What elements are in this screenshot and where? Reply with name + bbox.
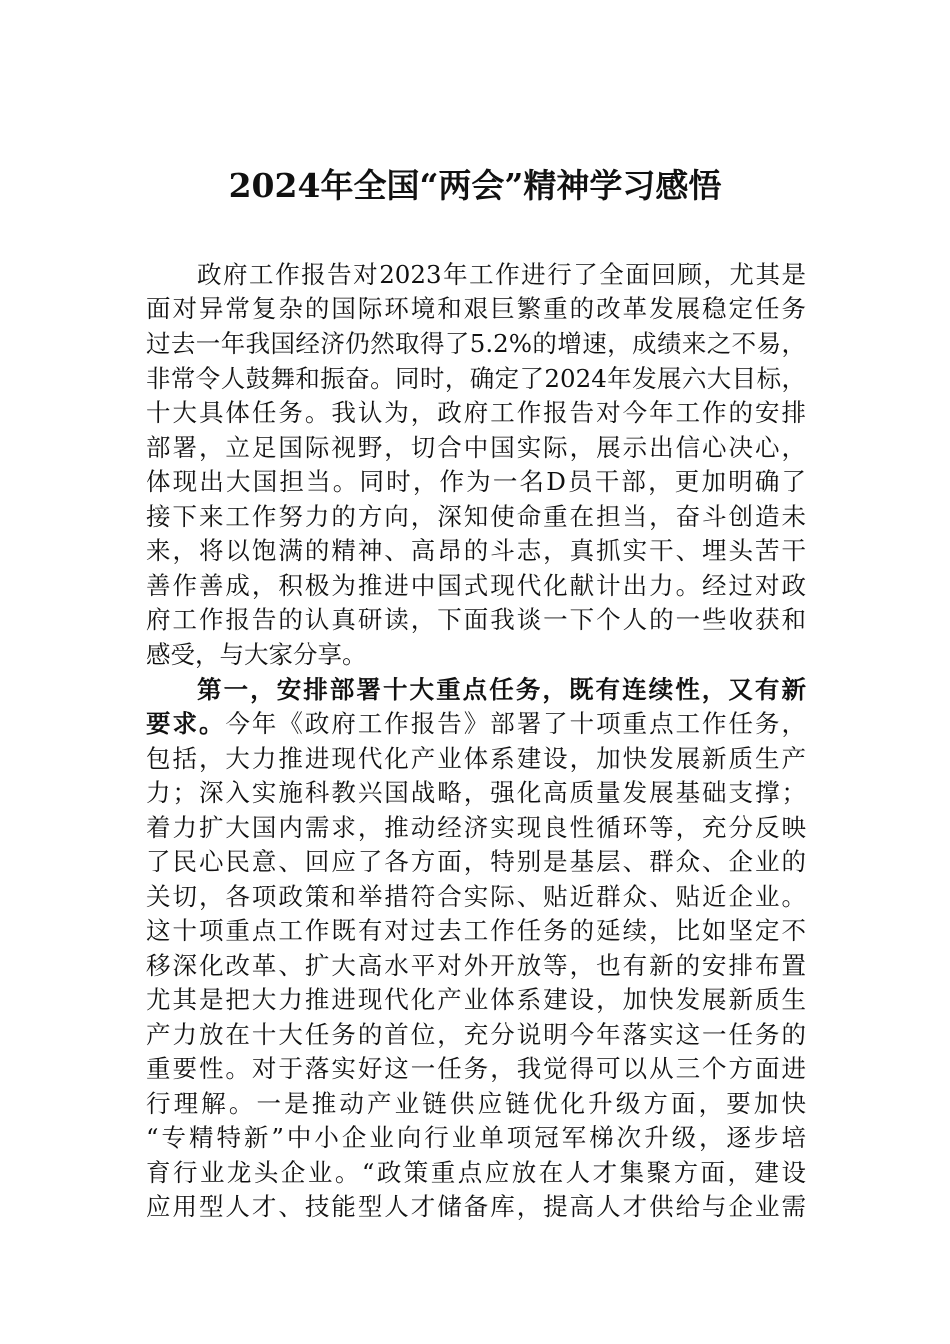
- paragraph-line: 府工作报告的认真研读，下面我谈一下个人的一些收获和: [146, 605, 806, 634]
- paragraph-line: 过去一年我国经济仍然取得了5.2%的增速，成绩来之不易，: [146, 329, 806, 358]
- paragraph-line: 十大具体任务。我认为，政府工作报告对今年工作的安排: [146, 398, 806, 427]
- paragraph-line: 移深化改革、扩大高水平对外开放等，也有新的安排布置: [146, 951, 806, 980]
- paragraph-line: 来，将以饱满的精神、高昂的斗志，真抓实干、埋头苦干: [146, 536, 806, 565]
- document-title: 2024年全国“两会”精神学习感悟: [228, 166, 722, 205]
- section-heading-tail: 要求。: [146, 709, 226, 738]
- paragraph-line: “专精特新”中小企业向行业单项冠军梯次升级，逐步培: [146, 1123, 806, 1152]
- paragraph-line: 关切，各项政策和举措符合实际、贴近群众、贴近企业。: [146, 882, 806, 911]
- paragraph-line: [146, 707, 806, 741]
- paragraph-line: 重要性。对于落实好这一任务，我觉得可以从三个方面进: [146, 1054, 806, 1083]
- paragraph-line: 着力扩大国内需求，推动经济实现良性循环等，充分反映: [146, 813, 806, 842]
- paragraph-line: 接下来工作努力的方向，深知使命重在担当，奋斗创造未: [146, 502, 806, 531]
- paragraph-line: 育行业龙头企业。“政策重点应放在人才集聚方面，建设: [146, 1158, 806, 1187]
- paragraph-line: 面对异常复杂的国际环境和艰巨繁重的改革发展稳定任务: [146, 294, 806, 323]
- paragraph-line: 这十项重点工作既有对过去工作任务的延续，比如坚定不: [146, 916, 806, 945]
- paragraph-text: 今年《政府工作报告》部署了十项重点工作任务，: [225, 709, 806, 738]
- paragraph-line: 产力放在十大任务的首位，充分说明今年落实这一任务的: [146, 1020, 806, 1049]
- paragraph-line: 力；深入实施科教兴国战略，强化高质量发展基础支撑；: [146, 778, 806, 807]
- paragraph-line: 善作善成，积极为推进中国式现代化献计出力。经过对政: [146, 571, 806, 600]
- paragraph-line: 尤其是把大力推进现代化产业体系建设，加快发展新质生: [146, 985, 806, 1014]
- paragraph-line: 应用型人才、技能型人才储备库，提高人才供给与企业需: [146, 1192, 806, 1221]
- paragraph-line: 非常令人鼓舞和振奋。同时，确定了2024年发展六大目标，: [146, 364, 806, 393]
- paragraph-line: 部署，立足国际视野，切合中国实际，展示出信心决心，: [146, 433, 806, 462]
- paragraph-line: 了民心民意、回应了各方面，特别是基层、群众、企业的: [146, 847, 806, 876]
- paragraph-line: 行理解。一是推动产业链供应链优化升级方面，要加快: [146, 1089, 806, 1118]
- paragraph-line: 感受，与大家分享。: [146, 640, 367, 669]
- paragraph-line: 体现出大国担当。同时，作为一名D员干部，更加明确了: [146, 467, 806, 496]
- section-heading: 第一，安排部署十大重点任务，既有连续性，又有新: [197, 675, 806, 704]
- paragraph-line: 包括，大力推进现代化产业体系建设，加快发展新质生产: [146, 744, 806, 773]
- paragraph-line: 政府工作报告对2023年工作进行了全面回顾，尤其是: [197, 260, 806, 289]
